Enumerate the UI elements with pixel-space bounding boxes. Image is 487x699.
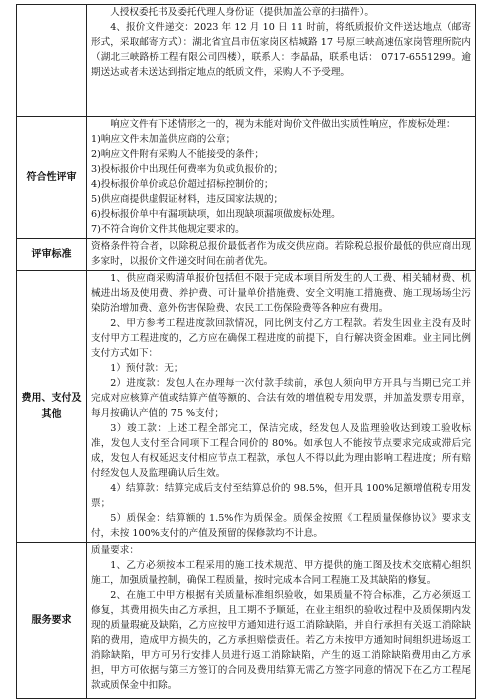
paragraph: 4、报价文件递交：2023 年 12 月 10 日 11 时前，将纸质报价文件送达地点（邮寄形式，采取邮寄方式）：湖北省宜昌市伍家岗区桔城路 17 号原三峡高速伍家岗管理所院内（湖北三峡路桥工程有限公司四楼），联系人：李晶晶，联系电话： 0717-6551299。逾期送达或者未送达到指定地点的纸质文件，采购人不予受理。 bbox=[91, 22, 471, 78]
paragraph: 1）预付款：无； bbox=[110, 363, 184, 374]
row-content bbox=[87, 543, 476, 699]
paragraph: 3)投标报价中出现任何费率为负或负报价的； bbox=[91, 164, 284, 175]
row-content bbox=[87, 117, 476, 239]
paragraph: 响应文件有下述情形之一的，视为未能对询价文件做出实质性响应，作废标处理： bbox=[110, 119, 456, 130]
paragraph: 4）结算款：结算完成后支付至结算总价的 98.5%，但开具 100%足额增值税专用发票； bbox=[91, 483, 471, 509]
row-label bbox=[17, 5, 87, 117]
paragraph: 6)投标报价单中有漏项缺项，如出现缺项漏项做废标处理。 bbox=[91, 209, 341, 220]
table-row-compliance bbox=[17, 117, 476, 239]
row-label: 费用、支付及其他 bbox=[17, 271, 87, 543]
paragraph: 2、在施工中甲方根据有关质量标准组织验收，如果质量不符合标准，乙方必须返工修复，其费用损失由乙方承担，且工期不予顺延，在业主组织的验收过程中及质保期内发现的质量瑕疵及缺陷，乙方应按甲方通知进行返工消除缺陷，并自行承担有关返工消除缺陷的费用，造成甲方损失的，乙方承担赔偿责任。若乙方未按甲方通知时间组织进场返工消除缺陷，甲方可另行安排人员进行返工消除缺陷，产生的返工消除缺陷费用由乙方承担，甲方可依据与第三方签订的合同及费用结算无需乙方签字同意的情况下在乙方工程尾款或质保金中扣除。 bbox=[91, 590, 471, 691]
paragraph: 2、甲方参考工程进度款回款情况，同比例支付乙方工程款。若发生因业主没有及时支付甲方工程进度的，乙方应在确保工程进度的前提下，自行解决资金困难。业主同比例支付方式如下： bbox=[91, 318, 471, 359]
row-content bbox=[87, 271, 476, 543]
paragraph: 2）进度款：发包人在办理每一次付款手续前，承包人须向甲方开具与当期已完工并完成对应核算产值或结算产值等额的、合法有效的增值税专用发票，并加盖发票专用章，每月按确认产值的 75 %支付； bbox=[91, 378, 471, 419]
row-label: 评审标准 bbox=[17, 239, 87, 271]
table-row-criteria bbox=[17, 239, 476, 271]
paragraph: 质量要求： bbox=[91, 545, 139, 556]
row-label: 服务要求 bbox=[17, 543, 87, 699]
table-row-service bbox=[17, 543, 476, 699]
paragraph: 1)响应文件未加盖供应商的公章； bbox=[91, 134, 236, 145]
paragraph: 资格条件符合者，以除税总报价最低者作为成交供应商。若除税总报价最低的供应商出现多家时，以报价文件递交时间在前者优先。 bbox=[91, 241, 471, 267]
row-content bbox=[87, 239, 476, 271]
paragraph: 5）质保金：结算额的 1.5%作为质保金。质保金按照《工程质量保修协议》要求支付，未按 100%支付的产值及预留的保修款均不计息。 bbox=[91, 513, 471, 539]
paragraph: 4)投标报价单价或总价超过招标控制价的； bbox=[91, 179, 274, 190]
table-row-delivery bbox=[17, 5, 476, 117]
paragraph: 7)不符合询价文件其他规定要求的。 bbox=[91, 224, 245, 235]
row-content bbox=[87, 5, 476, 117]
paragraph: 2)响应文件附有采购人不能接受的条件； bbox=[91, 149, 264, 160]
paragraph: 1、乙方必须按本工程采用的施工技术规范、甲方提供的施工图及技术交底精心组织施工，加强质量控制，确保工程质量，按时完成本合同工程施工及其缺陷的修复。 bbox=[91, 560, 471, 586]
bid-requirements-table bbox=[16, 4, 476, 699]
table-row-payment bbox=[17, 271, 476, 543]
paragraph: 5)供应商提供虚假证材料，违反国家法规的； bbox=[91, 194, 284, 205]
row-label: 符合性评审 bbox=[17, 117, 87, 239]
paragraph: 3）竣工款：上述工程全部完工，保洁完成，经发包人及监理验收达到竣工验收标准，发包人支付至合同项下工程合同价的 80%。如承包人不能按节点要求完成或滞后完成，发包人有权延迟支付相应节点工程款，承包人不得以此为理由影响工程进度；所有赔付经发包人及监理确认后生效。 bbox=[91, 423, 471, 479]
paragraph: 1、供应商采购清单报价包括但不限于完成本项目所发生的人工费、相关辅材费、机械进出场及使用费、养护费、可计量单价措施费、安全文明施工措施费、施工现场场尘污染防治增加费、意外伤害保险费、农民工工伤保险费等各种应有费用。 bbox=[91, 273, 471, 314]
paragraph: 人授权委托书及委托代理人身份证（提供加盖公章的扫描件）。 bbox=[110, 7, 375, 18]
